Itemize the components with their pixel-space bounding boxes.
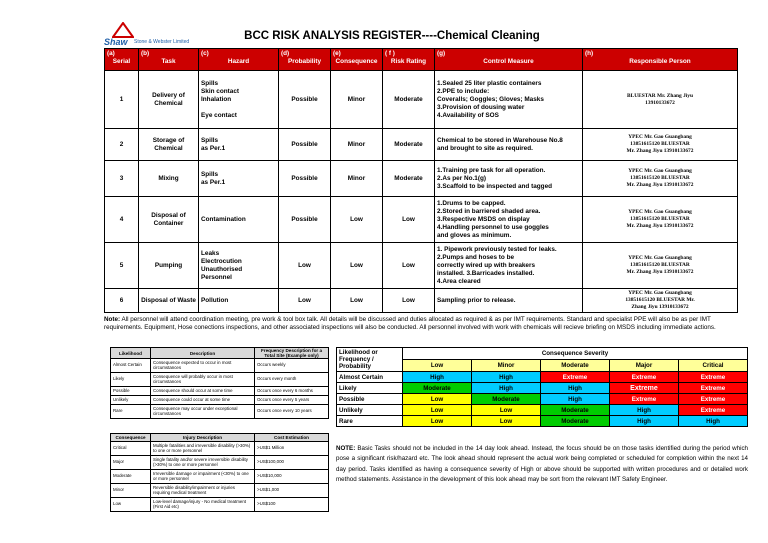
matrix-cell: Low xyxy=(403,405,472,416)
register-col-header xyxy=(199,49,279,71)
risk-register-table xyxy=(104,48,738,313)
likelihood-header-row xyxy=(111,348,329,359)
col-label: Control Measure xyxy=(483,58,534,65)
col-tag: ( f ) xyxy=(385,50,395,57)
cell-serial: 6 xyxy=(105,289,139,313)
matrix-row-label: Likely xyxy=(337,383,403,394)
cell-responsible: YPEC Mr. Gao Guangbang 13851615120 BLUESTAR Mr. Zhang Jiyu 13910133672 xyxy=(583,161,738,197)
cell-probability: Possible xyxy=(279,71,331,129)
cell-control: Sampling prior to release. xyxy=(435,289,583,313)
likelihood-col-header: Description xyxy=(151,348,255,359)
likelihood-cell: Occurs weekly xyxy=(255,359,329,373)
likelihood-cell: Occurs once every 10 years xyxy=(255,405,329,419)
consequence-cell: Single fatality and/or severe irreversible disability (>30%) to one or more personnel xyxy=(151,456,255,470)
cell-responsible: YPEC Mr. Gao Guangbang 13851615120 BLUESTAR Mr. Zhang Jiyu 13910133672 xyxy=(583,289,738,313)
col-label: Risk Rating xyxy=(390,58,427,65)
likelihood-cell: Consequence could occur at some time xyxy=(151,396,255,405)
cell-control: 1.Drums to be capped. 2.Stored in barriered shaded area. 3.Respective MSDS on display 4.Handling personnel to use goggles and gloves as minimum. xyxy=(435,197,583,243)
matrix-cell: High xyxy=(610,416,679,427)
likelihood-cell: Almost Certain xyxy=(111,359,151,373)
matrix-cell: High xyxy=(472,372,541,383)
register-row xyxy=(105,129,738,161)
matrix-cell: Extreme xyxy=(679,383,748,394)
consequence-cell: Moderate xyxy=(111,470,151,484)
matrix-cell: Moderate xyxy=(472,394,541,405)
consequence-col-header: Injury Description xyxy=(151,434,255,442)
register-col-header xyxy=(139,49,199,71)
consequence-row xyxy=(111,498,329,512)
cell-control: 1.Sealed 25 liter plastic containers 2.PPE to include: Coveralls; Goggles; Gloves; Masks 3.Provision of dousing water 4.Availability of SOS xyxy=(435,71,583,129)
matrix-col-header: Major xyxy=(610,360,679,372)
col-tag: (g) xyxy=(437,50,446,57)
cell-probability: Low xyxy=(279,243,331,289)
matrix-cell: Low xyxy=(472,405,541,416)
matrix-row-label: Unlikely xyxy=(337,405,403,416)
consequence-cell: Critical xyxy=(111,442,151,456)
cell-task: Disposal of Container xyxy=(139,197,199,243)
cell-control: 1. Pipework previously tested for leaks. 2.Pumps and hoses to be correctly wired up with breakers installed. 3.Barricades installed. 4.Area cleared xyxy=(435,243,583,289)
note-text: All personnel will attend coordination meeting, pre work & tool box talk. All details will be discussed and duties allocated as required & as per IMT requirements. Standard and specialist PPE will also be as per IMT requirements. Equipment, Hose conections inspections, and other associated inspections will also be conducted. All personnel involved with work with chemicals will recieve briefing on MSDS including immediate actions. xyxy=(104,316,716,331)
cell-consequence: Minor xyxy=(331,71,383,129)
likelihood-col-header: Likelihood xyxy=(111,348,151,359)
matrix-row-label: Almost Certain xyxy=(337,372,403,383)
matrix-cell: Extreme xyxy=(679,372,748,383)
register-col-header xyxy=(279,49,331,71)
cell-responsible: YPEC Mr. Gao Guangbang 13851615120 BLUESTAR Mr. Zhang Jiyu 13910133672 xyxy=(583,243,738,289)
consequence-col-header: Consequence xyxy=(111,434,151,442)
cell-control: 1.Training pre task for all operation. 2.As per No.1(g) 3.Scaffold to be inspected and tagged xyxy=(435,161,583,197)
matrix-cell: Moderate xyxy=(541,416,610,427)
matrix-cell: High xyxy=(541,394,610,405)
likelihood-row xyxy=(111,405,329,419)
register-note xyxy=(104,316,744,331)
cell-hazard: Spills Skin contact Inhalation Eye contact xyxy=(199,71,279,129)
cell-responsible: YPEC Mr. Gao Guangbang 13851615120 BLUESTAR Mr. Zhang Jiyu 13910133672 xyxy=(583,197,738,243)
consequence-cell: >US$1 Million xyxy=(255,442,329,456)
consequence-cell: Major xyxy=(111,456,151,470)
cell-consequence: Minor xyxy=(331,129,383,161)
cell-serial: 4 xyxy=(105,197,139,243)
consequence-cell: >US$1,000 xyxy=(255,484,329,498)
cell-rating: Moderate xyxy=(383,129,435,161)
logo-subtitle: Stone & Webster Limited xyxy=(134,39,190,45)
consequence-cell: >US$10,000 xyxy=(255,470,329,484)
cell-task: Pumping xyxy=(139,243,199,289)
consequence-cell: Irreversible damage or impairment (<30%) to one or more personnel xyxy=(151,470,255,484)
likelihood-cell: Occurs every month xyxy=(255,373,329,387)
cell-rating: Low xyxy=(383,289,435,313)
cell-probability: Possible xyxy=(279,161,331,197)
likelihood-cell: Consequence will probably occur in most circumstances xyxy=(151,373,255,387)
matrix-row xyxy=(337,416,748,427)
matrix-col-header: Low xyxy=(403,360,472,372)
cell-probability: Possible xyxy=(279,129,331,161)
register-col-header xyxy=(583,49,738,71)
matrix-title-row xyxy=(337,348,748,360)
consequence-cell: >US$100,000 xyxy=(255,456,329,470)
matrix-row-label: Rare xyxy=(337,416,403,427)
cell-hazard: Pollution xyxy=(199,289,279,313)
likelihood-cell: Occurs once every 5 years xyxy=(255,396,329,405)
note2-text: Basic Tasks should not be included in the 14 day look ahead. Instead, the focus should be on those tasks identified during the period which pose a significant risk/hazard etc. The look ahead should represent the actual work being completed or scheduled for completion within the next 14 day period. Tasks identified as having a consequence severity of High or above should be supported with written procedures and or detailed work method statements. Assistance in the development of this look ahead may be sort from the relevant IMT Safety Engineer. xyxy=(336,445,748,484)
cell-consequence: Low xyxy=(331,243,383,289)
matrix-cell: High xyxy=(610,405,679,416)
cell-task: Storage of Chemical xyxy=(139,129,199,161)
register-col-header xyxy=(435,49,583,71)
likelihood-col-header: Frequency Description for a Total Site (Example only) xyxy=(255,348,329,359)
matrix-title: Consequence Severity xyxy=(403,348,748,360)
cell-consequence: Minor xyxy=(331,161,383,197)
consequence-row xyxy=(111,470,329,484)
likelihood-row xyxy=(111,396,329,405)
cell-responsible: BLUESTAR Mr. Zhang Jiyu 13910133672 xyxy=(583,71,738,129)
matrix-cell: Moderate xyxy=(403,383,472,394)
page-title: BCC RISK ANALYSIS REGISTER----Chemical Cleaning xyxy=(244,30,540,42)
consequence-cell: Minor xyxy=(111,484,151,498)
likelihood-row xyxy=(111,359,329,373)
cell-serial: 5 xyxy=(105,243,139,289)
col-tag: (d) xyxy=(281,50,290,57)
matrix-row xyxy=(337,405,748,416)
col-tag: (e) xyxy=(333,50,341,57)
cell-rating: Low xyxy=(383,243,435,289)
matrix-col-header: Minor xyxy=(472,360,541,372)
cell-task: Mixing xyxy=(139,161,199,197)
register-row xyxy=(105,289,738,313)
matrix-cell: Low xyxy=(403,416,472,427)
register-row xyxy=(105,71,738,129)
register-col-header xyxy=(383,49,435,71)
matrix-row xyxy=(337,383,748,394)
matrix-row xyxy=(337,372,748,383)
matrix-cell: High xyxy=(679,416,748,427)
col-label: Task xyxy=(161,58,176,65)
matrix-note xyxy=(336,444,748,486)
cell-probability: Possible xyxy=(279,197,331,243)
matrix-cell: Extreme xyxy=(679,394,748,405)
consequence-row xyxy=(111,442,329,456)
col-label: Responsible Person xyxy=(629,58,691,65)
matrix-cell: Low xyxy=(472,416,541,427)
matrix-cell: High xyxy=(541,383,610,394)
col-tag: (a) xyxy=(107,50,115,57)
cell-serial: 2 xyxy=(105,129,139,161)
cell-task: Disposal of Waste xyxy=(139,289,199,313)
col-tag: (h) xyxy=(585,50,594,57)
register-row xyxy=(105,197,738,243)
matrix-cell: High xyxy=(403,372,472,383)
cell-hazard: Contamination xyxy=(199,197,279,243)
risk-matrix-table xyxy=(336,347,748,427)
cell-rating: Moderate xyxy=(383,71,435,129)
cell-control: Chemical to be stored in Warehouse No.8 and brought to site as required. xyxy=(435,129,583,161)
matrix-cell: High xyxy=(472,383,541,394)
consequence-cell: Low xyxy=(111,498,151,512)
company-logo xyxy=(104,22,224,48)
consequence-header-row xyxy=(111,434,329,442)
consequence-cell: Low-level damage/injury - No medical treatment (First Aid etc) xyxy=(151,498,255,512)
col-label: Probability xyxy=(287,58,322,65)
cell-serial: 3 xyxy=(105,161,139,197)
cell-responsible: YPEC Mr. Gao Guangbang 13851615120 BLUESTAR Mr. Zhang Jiyu 13910133672 xyxy=(583,129,738,161)
matrix-row-label: Possible xyxy=(337,394,403,405)
cell-hazard: Spills as Per.1 xyxy=(199,129,279,161)
cell-consequence: Low xyxy=(331,197,383,243)
col-label: Serial xyxy=(112,58,131,65)
triangle-logo-icon xyxy=(112,22,134,38)
matrix-col-header: Critical xyxy=(679,360,748,372)
matrix-cell: Extreme xyxy=(610,383,679,394)
consequence-cell: >US$100 xyxy=(255,498,329,512)
note-label: Note: xyxy=(104,316,121,323)
consequence-cell: Reversible disability/impairment or injuries requiring medical treatment xyxy=(151,484,255,498)
matrix-corner-label: Likelihood or Frequency / Probability xyxy=(337,348,403,372)
matrix-cell: Low xyxy=(403,394,472,405)
matrix-cell: Extreme xyxy=(541,372,610,383)
cell-hazard: Spills as Per.1 xyxy=(199,161,279,197)
consequence-col-header: Cost Estimation xyxy=(255,434,329,442)
likelihood-cell: Likely xyxy=(111,373,151,387)
consequence-row xyxy=(111,484,329,498)
likelihood-cell: Consequence expected to occur in most circumstances xyxy=(151,359,255,373)
likelihood-cell: Consequence may occur under exceptional circumstances xyxy=(151,405,255,419)
cell-probability: Low xyxy=(279,289,331,313)
col-label: Consequence xyxy=(335,58,378,65)
register-col-header xyxy=(105,49,139,71)
likelihood-row xyxy=(111,387,329,396)
matrix-cell: Extreme xyxy=(679,405,748,416)
matrix-cell: Extreme xyxy=(610,394,679,405)
consequence-table xyxy=(110,433,329,512)
matrix-row xyxy=(337,394,748,405)
col-tag: (c) xyxy=(201,50,209,57)
likelihood-cell: Possible xyxy=(111,387,151,396)
register-row xyxy=(105,243,738,289)
consequence-cell: Multiple fatalities and irreversible disability (>30%) to one or more personnel xyxy=(151,442,255,456)
cell-hazard: Leaks Electrocution Unauthorised Personnel xyxy=(199,243,279,289)
likelihood-row xyxy=(111,373,329,387)
likelihood-cell: Occurs once every 6 months xyxy=(255,387,329,396)
col-label: Hazard xyxy=(227,58,250,65)
likelihood-cell: Consequence should occur at some time xyxy=(151,387,255,396)
likelihood-cell: Unlikely xyxy=(111,396,151,405)
cell-rating: Low xyxy=(383,197,435,243)
likelihood-table xyxy=(110,347,329,419)
matrix-cell: Extreme xyxy=(610,372,679,383)
cell-consequence: Low xyxy=(331,289,383,313)
register-row xyxy=(105,161,738,197)
likelihood-cell: Rare xyxy=(111,405,151,419)
logo-word: Shaw xyxy=(104,37,128,47)
consequence-row xyxy=(111,456,329,470)
note2-label: NOTE: xyxy=(336,445,356,452)
register-header-row xyxy=(105,49,738,71)
matrix-col-header: Moderate xyxy=(541,360,610,372)
matrix-cell: Moderate xyxy=(541,405,610,416)
col-tag: (b) xyxy=(141,50,150,57)
cell-task: Delivery of Chemical xyxy=(139,71,199,129)
cell-rating: Moderate xyxy=(383,161,435,197)
cell-serial: 1 xyxy=(105,71,139,129)
register-col-header xyxy=(331,49,383,71)
